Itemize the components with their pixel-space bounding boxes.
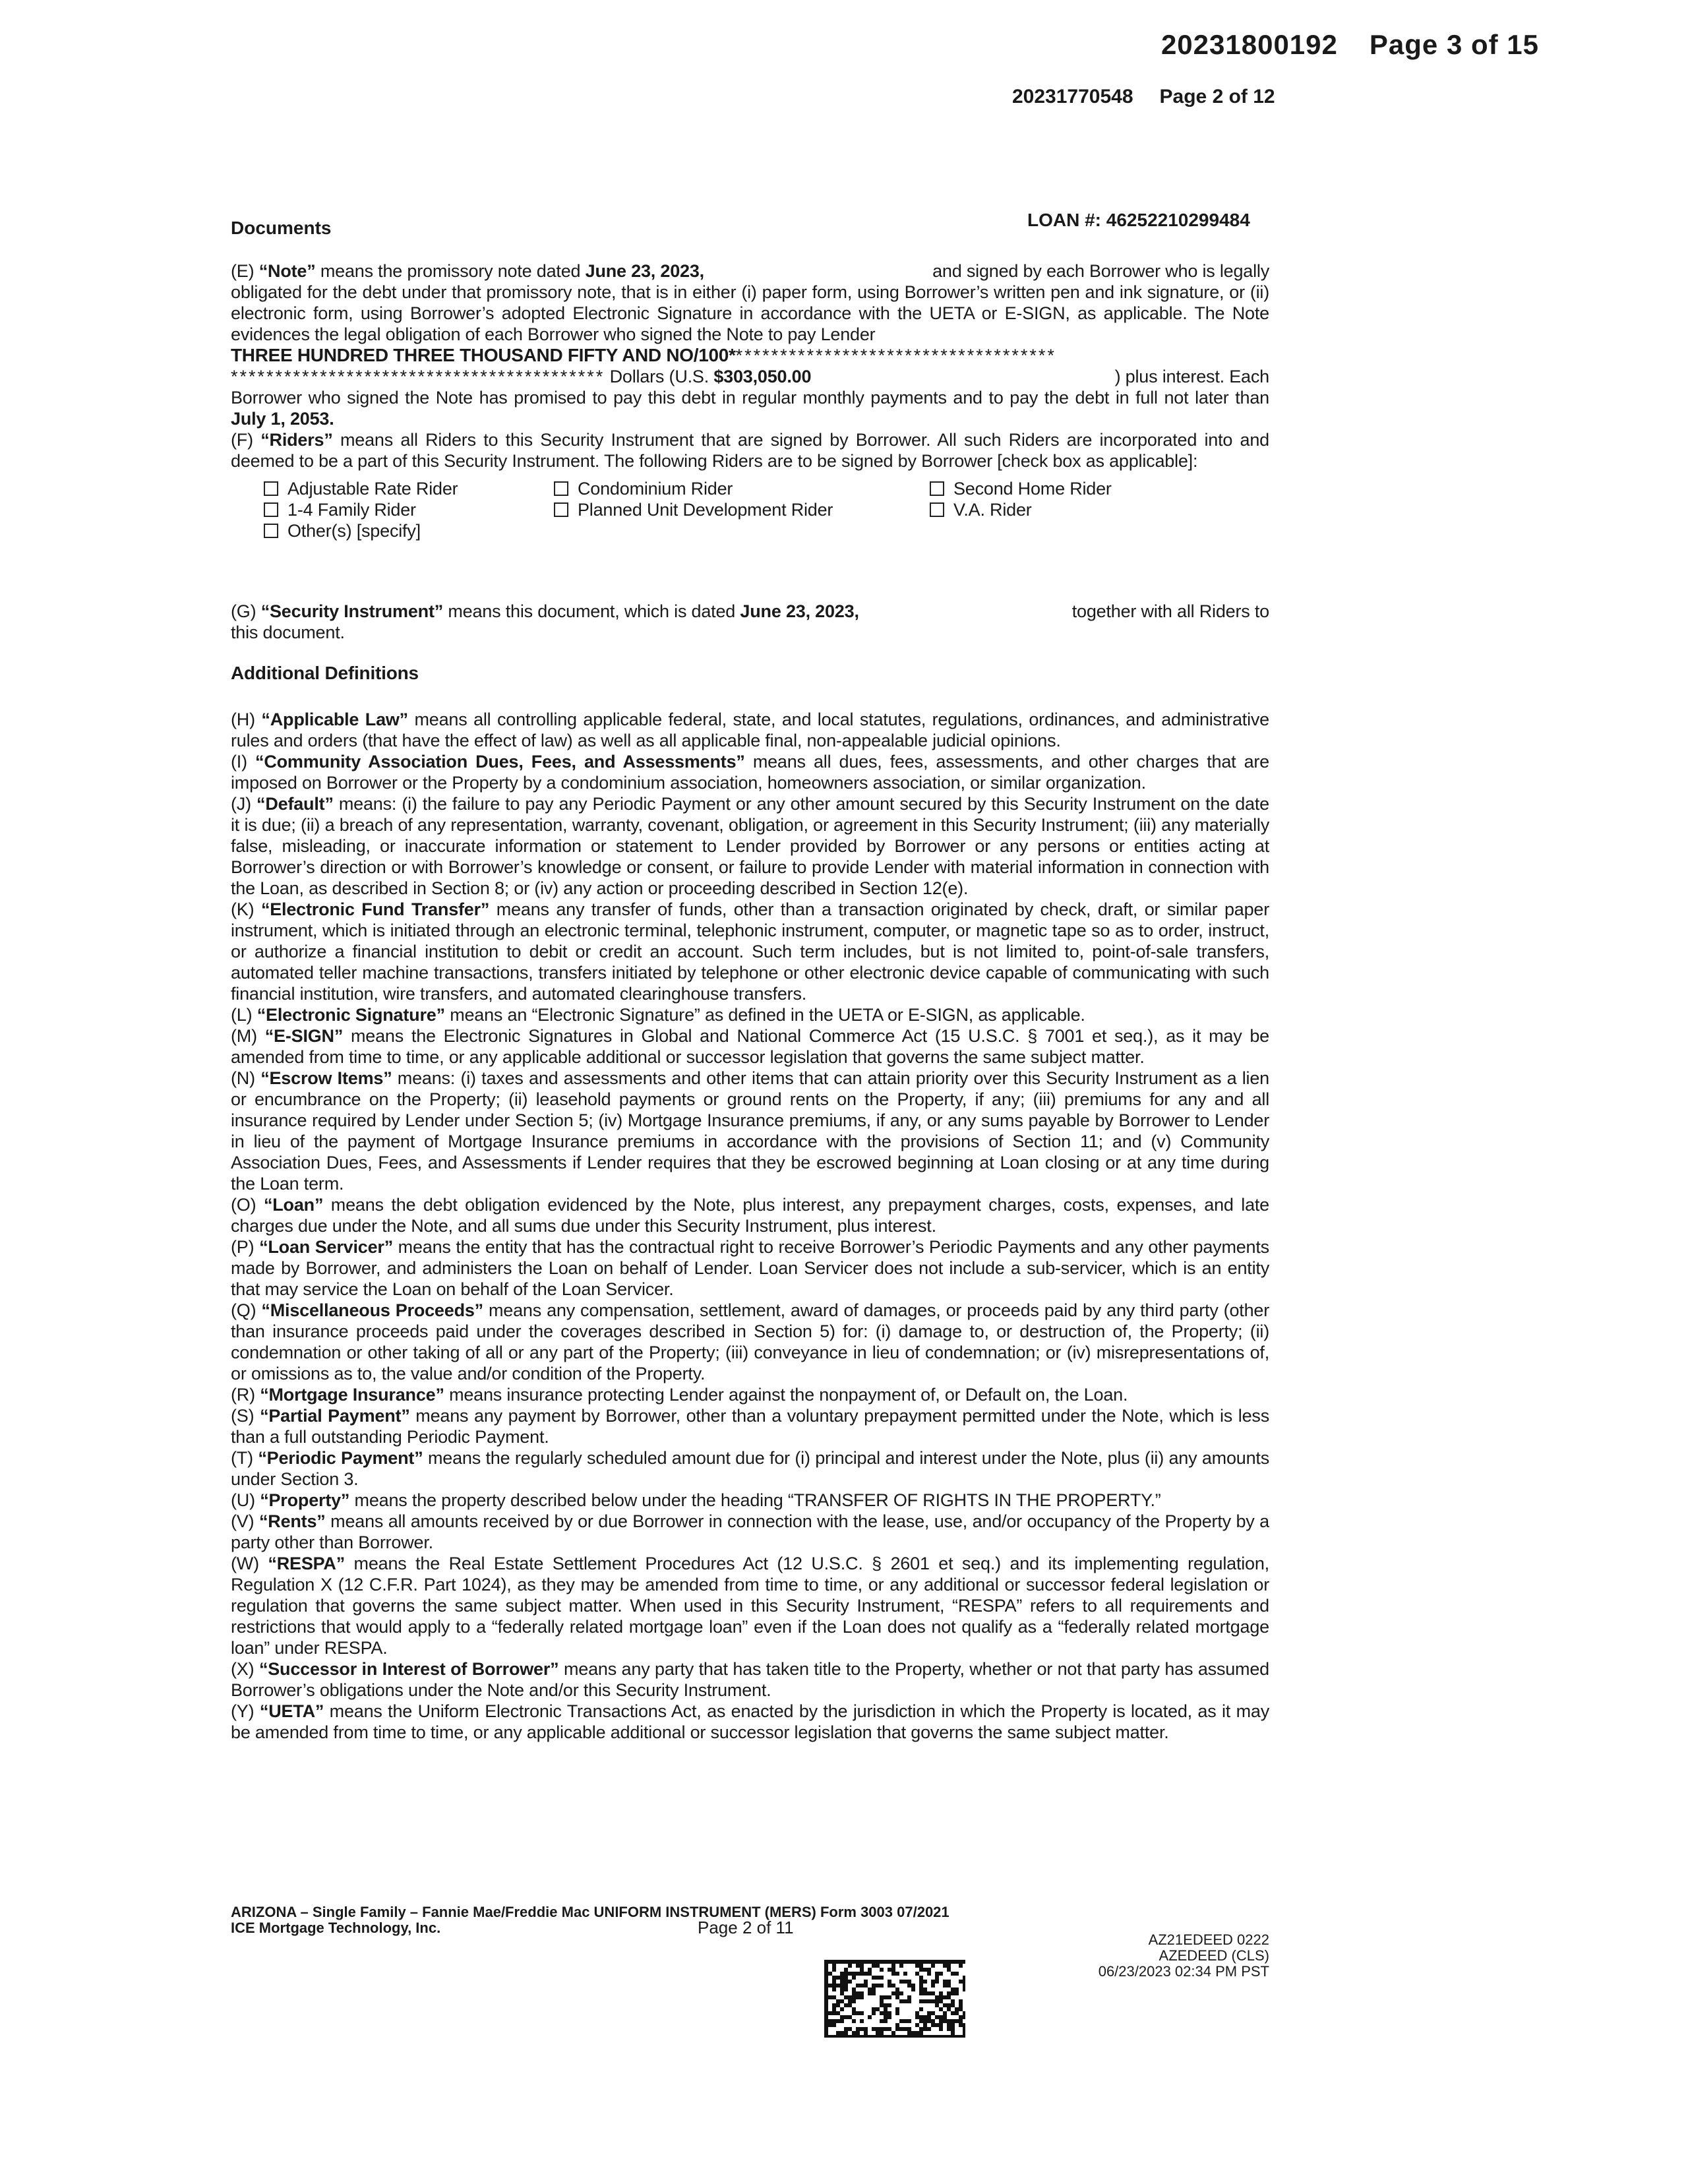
definition-letter: (O) bbox=[231, 1195, 256, 1215]
rider-label: Planned Unit Development Rider bbox=[578, 500, 833, 520]
form-code-2: AZEDEED (CLS) bbox=[1159, 1947, 1269, 1964]
prior-recording-number: 20231770548 bbox=[1012, 86, 1133, 107]
definition-letter: (I) bbox=[231, 752, 247, 772]
additional-definitions-heading: Additional Definitions bbox=[231, 663, 419, 683]
definition-text: together with all Riders to bbox=[1071, 601, 1269, 621]
definition-text: means the Electronic Signatures in Global and National Commerce Act (15 U.S.C. § 7001 et seq.), as it may be amended from time to time, or any applicable additional or successor legislation that governs the same subject matter. bbox=[231, 1026, 1269, 1067]
definition-item bbox=[231, 793, 1269, 899]
definition-text: this document. bbox=[231, 622, 345, 642]
rider-1-4-family[interactable] bbox=[264, 499, 554, 520]
definition-text: means the property described below under the heading “TRANSFER OF RIGHTS IN THE PROPERTY.” bbox=[349, 1490, 1161, 1510]
form-identifier: ARIZONA – Single Family – Fannie Mae/Freddie Mac UNIFORM INSTRUMENT (MERS) Form 3003 07/2021 bbox=[231, 1904, 950, 1920]
definition-letter: (R) bbox=[231, 1385, 255, 1405]
definition-text: ) plus interest. Each bbox=[1114, 367, 1269, 386]
definition-e-note bbox=[231, 260, 1269, 429]
definition-term: “Electronic Fund Transfer” bbox=[260, 899, 490, 919]
definition-text: means all controlling applicable federal, state, and local statutes, regulations, ordinances, and administrative rules and orders (that have the effect of law) as well as all applicable final, non-appealable judicial opinions. bbox=[231, 710, 1269, 750]
rider-label: V.A. Rider bbox=[953, 500, 1032, 520]
definition-term: “Successor in Interest of Borrower” bbox=[258, 1659, 559, 1679]
definition-term: “Property” bbox=[260, 1490, 350, 1510]
recording-stamp bbox=[1161, 29, 1539, 61]
definition-term: “Miscellaneous Proceeds” bbox=[261, 1300, 483, 1320]
document-body bbox=[231, 260, 1269, 1743]
definition-term: “Note” bbox=[258, 261, 316, 281]
checkbox[interactable] bbox=[264, 481, 278, 496]
definition-item bbox=[231, 1511, 1269, 1553]
instrument-date: June 23, 2023, bbox=[740, 601, 859, 621]
definition-term: “Security Instrument” bbox=[260, 601, 444, 621]
definition-item bbox=[231, 1553, 1269, 1658]
rider-label: Condominium Rider bbox=[578, 479, 733, 499]
definition-term: “Partial Payment” bbox=[260, 1406, 410, 1426]
definition-term: “Default” bbox=[256, 794, 334, 814]
definition-letter: (G) bbox=[231, 601, 256, 621]
definition-item bbox=[231, 1236, 1269, 1300]
rider-adjustable-rate[interactable] bbox=[264, 478, 554, 499]
definition-text: means all dues, fees, assessments, and other charges that are imposed on Borrower or the Property by a condominium association, homeowners association, or similar organization. bbox=[231, 752, 1269, 793]
definition-text: obligated for the debt under that promissory note, that is in either (i) paper form, using Borrower’s written pen and ink signature, or (ii) electronic form, using Borrower’s adopted Electronic Signature in accordance with the UETA or E-SIGN, as applicable. The Note evidences the legal obligation of each Borrower who signed the Note to pay Lender bbox=[231, 282, 1269, 344]
definition-letter: (M) bbox=[231, 1026, 257, 1046]
definition-term: “UETA” bbox=[259, 1701, 324, 1721]
asterisk-fill: ************************************ bbox=[735, 346, 1056, 365]
definition-term: “Electronic Signature” bbox=[256, 1005, 445, 1025]
checkbox[interactable] bbox=[554, 481, 568, 496]
definition-letter: (K) bbox=[231, 899, 255, 919]
definition-term: “RESPA” bbox=[268, 1554, 346, 1573]
rider-planned-unit-development[interactable] bbox=[554, 499, 930, 520]
maturity-date: July 1, 2053. bbox=[231, 409, 334, 429]
definition-item bbox=[231, 1300, 1269, 1384]
definition-term: “Applicable Law” bbox=[261, 710, 408, 729]
form-codes bbox=[1095, 1932, 1269, 1980]
definition-item bbox=[231, 1701, 1269, 1743]
definition-letter: (W) bbox=[231, 1554, 259, 1573]
loan-number: LOAN #: 46252210299484 bbox=[1027, 210, 1250, 230]
form-page-number: Page 2 of 11 bbox=[698, 1918, 794, 1937]
definition-text: means the regularly scheduled amount due for (i) principal and interest under the Note, plus (ii) any amounts under Section 3. bbox=[231, 1448, 1269, 1489]
definition-text: means the Real Estate Settlement Procedures Act (12 U.S.C. § 2601 et seq.) and its implementing regulation, Regulation X (12 C.F.R. Part 1024), as they may be amended from time to time, or any additional or successor federal legislation or regulation that governs the same subject matter. When used in this Security Instrument, “RESPA” refers to all requirements and restrictions that would apply to a “federally related mortgage loan” even if the Loan does not qualify as a “federally related mortgage loan” under RESPA. bbox=[231, 1554, 1269, 1658]
definition-item bbox=[231, 1447, 1269, 1490]
definition-term: “Community Association Dues, Fees, and Assessments” bbox=[255, 752, 745, 772]
rider-va[interactable] bbox=[930, 499, 1226, 520]
definition-item bbox=[231, 1194, 1269, 1236]
rider-label: Adjustable Rate Rider bbox=[287, 479, 458, 499]
form-vendor: ICE Mortgage Technology, Inc. bbox=[231, 1920, 441, 1936]
form-timestamp: 06/23/2023 02:34 PM PST bbox=[1098, 1963, 1269, 1980]
definition-g-security-instrument bbox=[231, 601, 1269, 643]
definition-item bbox=[231, 1384, 1269, 1405]
definition-letter: (F) bbox=[231, 430, 253, 450]
dollars-label: Dollars (U.S. bbox=[605, 367, 714, 386]
2d-barcode-icon bbox=[824, 1960, 965, 2038]
definition-item bbox=[231, 709, 1269, 751]
definition-letter: (N) bbox=[231, 1068, 255, 1088]
loan-amount-words: THREE HUNDRED THREE THOUSAND FIFTY AND NO/100* bbox=[231, 345, 736, 365]
prior-recording-stamp bbox=[1012, 86, 1275, 108]
definition-text: and signed by each Borrower who is legally bbox=[932, 261, 1269, 281]
definition-item bbox=[231, 1025, 1269, 1068]
rider-condominium[interactable] bbox=[554, 478, 930, 499]
maturity-line bbox=[231, 387, 1269, 429]
loan-amount: $303,050.00 bbox=[713, 367, 812, 386]
definition-letter: (J) bbox=[231, 794, 251, 814]
definition-text: means insurance protecting Lender against the nonpayment of, or Default on, the Loan. bbox=[444, 1385, 1128, 1405]
definition-text: means any transfer of funds, other than a transaction originated by check, draft, or similar paper instrument, which is initiated through an electronic terminal, telephonic instrument, computer, or magnetic tape so as to order, instruct, or authorize a financial institution to debit or credit an account. Such term includes, but is not limited to, point-of-sale transfers, automated teller machine transactions, transfers initiated by telephone or other electronic device capable of communicating with such financial institution, wire transfers, and automated clearinghouse transfers. bbox=[231, 899, 1269, 1004]
definition-text: means the promissory note dated bbox=[315, 261, 586, 281]
definition-term: “Riders” bbox=[260, 430, 333, 450]
definition-item bbox=[231, 1004, 1269, 1025]
definition-term: “Rents” bbox=[258, 1511, 326, 1531]
definition-letter: (T) bbox=[231, 1448, 253, 1468]
definition-text: means any party that has taken title to the Property, whether or not that party has assumed Borrower’s obligations under the Note and/or this Security Instrument. bbox=[231, 1659, 1269, 1700]
asterisk-fill: ****************************************** bbox=[231, 367, 605, 386]
checkbox[interactable] bbox=[264, 502, 278, 517]
rider-other[interactable] bbox=[264, 520, 554, 541]
form-footer bbox=[231, 1904, 950, 1936]
definition-text: means the Uniform Electronic Transactions Act, as enacted by the jurisdiction in which the Property is located, as it may be amended from time to time, or any applicable additional or successor legislation that governs the same subject matter. bbox=[231, 1701, 1269, 1742]
definition-letter: (E) bbox=[231, 261, 255, 281]
definition-text: means an “Electronic Signature” as defined in the UETA or E-SIGN, as applicable. bbox=[444, 1005, 1085, 1025]
definition-letter: (V) bbox=[231, 1511, 255, 1531]
definition-term: “Periodic Payment” bbox=[258, 1448, 423, 1468]
definition-text: means any payment by Borrower, other than a voluntary prepayment permitted under the Note, which is less than a full outstanding Periodic Payment. bbox=[231, 1406, 1269, 1447]
definition-text: means all amounts received by or due Borrower in connection with the lease, use, and/or occupancy of the Property by a party other than Borrower. bbox=[231, 1511, 1269, 1552]
definition-item bbox=[231, 1490, 1269, 1511]
checkbox[interactable] bbox=[264, 524, 278, 538]
amount-line bbox=[231, 366, 1269, 387]
definition-letter: (U) bbox=[231, 1490, 255, 1510]
document-header-title: Documents bbox=[231, 218, 332, 238]
definition-term: “Loan” bbox=[263, 1195, 324, 1215]
definition-text: means all Riders to this Security Instrument that are signed by Borrower. All such Riders are incorporated into and deemed to be a part of this Security Instrument. The following Riders are to be signed by Borrower [check box as applicable]: bbox=[231, 430, 1269, 471]
recording-page: Page 3 of 15 bbox=[1369, 29, 1539, 60]
definition-text: means: (i) the failure to pay any Periodic Payment or any other amount secured by this Security Instrument on the date it is due; (ii) a breach of any representation, warranty, covenant, obligation, or agreement in this Security Instrument; (iii) any materially false, misleading, or inaccurate information or statement to Lender provided by Borrower or any persons or entities acting at Borrower’s direction or with Borrower’s knowledge or consent, or failure to provide Lender with material information in connection with the Loan, as described in Section 8; or (iv) any action or proceeding described in Section 12(e). bbox=[231, 794, 1269, 898]
definition-item bbox=[231, 1405, 1269, 1447]
rider-second-home[interactable] bbox=[930, 478, 1226, 499]
checkbox[interactable] bbox=[930, 502, 944, 517]
definition-letter: (H) bbox=[231, 710, 255, 729]
definition-text: means this document, which is dated bbox=[443, 601, 740, 621]
note-date: June 23, 2023, bbox=[585, 261, 704, 281]
definition-item bbox=[231, 1658, 1269, 1701]
definition-letter: (X) bbox=[231, 1659, 255, 1679]
definition-term: “E-SIGN” bbox=[264, 1026, 344, 1046]
rider-label: 1-4 Family Rider bbox=[287, 500, 416, 520]
definition-text: means the debt obligation evidenced by the Note, plus interest, any prepayment charges, costs, expenses, and late charges due under the Note, and all sums due under this Security Instrument, plus interest. bbox=[231, 1195, 1270, 1236]
amount-words-line bbox=[231, 345, 1269, 366]
rider-label: Other(s) [specify] bbox=[287, 521, 421, 541]
definition-letter: (P) bbox=[231, 1237, 255, 1257]
definition-item bbox=[231, 899, 1269, 1004]
definition-letter: (Y) bbox=[231, 1701, 255, 1721]
definition-letter: (L) bbox=[231, 1005, 253, 1025]
definition-f-riders bbox=[231, 429, 1269, 471]
definition-item bbox=[231, 751, 1269, 793]
prior-recording-page: Page 2 of 12 bbox=[1159, 86, 1275, 107]
definition-letter: (S) bbox=[231, 1406, 255, 1426]
checkbox[interactable] bbox=[554, 502, 568, 517]
checkbox[interactable] bbox=[930, 481, 944, 496]
definition-item bbox=[231, 1068, 1269, 1194]
definition-term: “Mortgage Insurance” bbox=[260, 1385, 444, 1405]
riders-checklist bbox=[264, 478, 1269, 541]
definition-term: “Escrow Items” bbox=[260, 1068, 392, 1088]
note-first-line bbox=[231, 260, 1269, 282]
rider-label: Second Home Rider bbox=[953, 479, 1112, 499]
definition-term: “Loan Servicer” bbox=[259, 1237, 393, 1257]
form-code-1: AZ21EDEED 0222 bbox=[1148, 1931, 1269, 1948]
definition-text: means any compensation, settlement, award of damages, or proceeds paid by any third party (other than insurance proceeds paid under the coverages described in Section 5) for: (i) damage to, or destruction of, the Property; (ii) condemnation or other taking of all or any part of the Property; (iii) conveyance in lieu of condemnation; or (iv) misrepresentations of, or omissions as to, the value and/or condition of the Property. bbox=[231, 1300, 1269, 1383]
definition-text: Borrower who signed the Note has promised to pay this debt in regular monthly payments and to pay the debt in full not later than bbox=[231, 388, 1269, 408]
recording-number: 20231800192 bbox=[1160, 29, 1338, 60]
definition-text: means the entity that has the contractual right to receive Borrower’s Periodic Payments and any other payments made by Borrower, and administers the Loan on behalf of Lender. Loan Servicer does not include a sub-servicer, which is an entity that may service the Loan on behalf of the Loan Servicer. bbox=[231, 1237, 1269, 1299]
spacer bbox=[231, 541, 1269, 601]
definitions-list bbox=[231, 709, 1269, 1743]
definition-text: means: (i) taxes and assessments and other items that can attain priority over this Security Instrument as a lien or encumbrance on the Property; (ii) leasehold payments or ground rents on the Property, if any; (iii) premiums for any and all insurance required by Lender under Section 5; (iv) Mortgage Insurance premiums, if any, or any sums payable by Borrower to Lender in lieu of the payment of Mortgage Insurance premiums in accordance with the provisions of Section 11; and (v) Community Association Dues, Fees, and Assessments if Lender requires that they be escrowed beginning at Loan closing or at any time during the Loan term. bbox=[231, 1068, 1269, 1194]
definition-letter: (Q) bbox=[231, 1300, 256, 1320]
